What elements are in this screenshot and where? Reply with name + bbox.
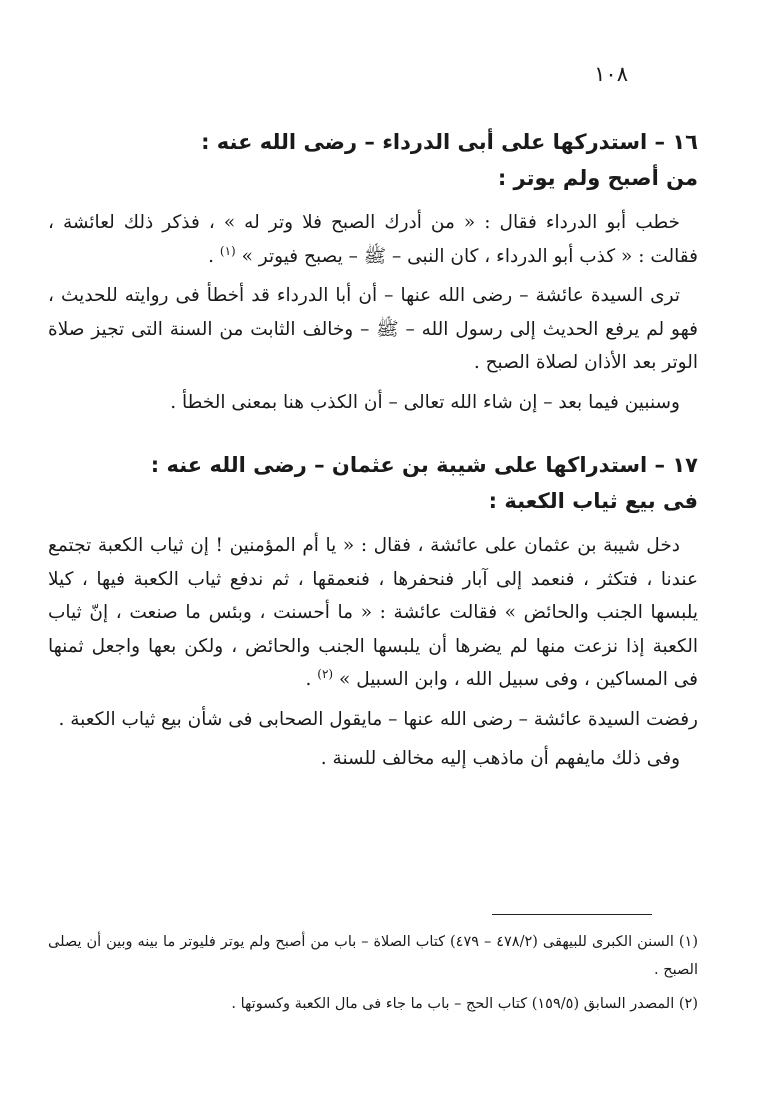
section-17-paragraph-1 [48,529,698,697]
section-17-subheading: فى بيع ثياب الكعبة : [488,489,698,513]
section-16-subheading: من أصبح ولم يوتر : [497,166,698,190]
footnote-2: (٢) المصدر السابق (١٥٩/٥) كتاب الحج – باب ما جاء فى مال الكعبة وكسوتها . [231,996,698,1012]
footnote-ref-1: (١) [219,243,236,258]
section-17-paragraph-2: رفضت السيدة عائشة – رضى الله عنها – مايقول الصحابى فى شأن بيع ثياب الكعبة . [58,708,698,730]
footnote-1: (١) السنن الكبرى للبيهقى (٤٧٨/٢ – ٤٧٩) كتاب الصلاة – باب من أصبح ولم يوتر فليوتر ما بينه وبين أن يصلى الصبح . [48,934,698,978]
paragraph-end: . [208,245,220,267]
footnotes [48,928,698,1024]
footnote-divider [492,914,652,915]
section-16-paragraph-2: ترى السيدة عائشة – رضى الله عنها – أن أبا الدرداء قد أخطأ فى روايته للحديث ، فهو لم يرفع الحديث إلى رسول الله – ﷺ – وخالف الثابت من السنة التى تجيز صلاة الوتر بعد الأذان لصلاة الصبح . [48,285,698,373]
footnote-ref-2: (٢) [317,666,334,681]
section-16-paragraph-3: وسنبين فيما بعد – إن شاء الله تعالى – أن الكذب هنا بمعنى الخطأ . [170,391,680,413]
section-spacer [48,425,698,447]
section-17-paragraph-3: وفى ذلك مايفهم أن ماذهب إليه مخالف للسنة . [320,748,680,769]
paragraph-end: . [305,669,318,690]
section-16-paragraph-1 [48,206,698,273]
section-16-heading: ١٦ – استدركها على أبى الدرداء – رضى الله عنه : [201,130,698,154]
page-number: ١٠٨ [594,62,628,86]
paragraph-text: دخل شيبة بن عثمان على عائشة ، فقال : « يا أم المؤمنين ! إن ثياب الكعبة تجتمع عندنا ، فتكثر ، فنعمد إلى آبار فنحفرها ، فنعمقها ، ثم ندفع ثياب الكعبة فيها ، كيلا يلبسها الجنب والحائض » فقالت عائشة : « ما أحسنت ، وبئس ما صنعت ، إنّ ثياب الكعبة إذا نزعت منها لم يضرها أن يلبسها الجنب والحائض ، ولكن بعها واجعل ثمنها فى المساكين ، وفى سبيل الله ، وابن السبيل » [48,535,698,690]
main-text [48,124,698,782]
section-17-heading: ١٧ – استدراكها على شيبة بن عثمان – رضى الله عنه : [150,453,698,477]
paragraph-text: خطب أبو الدرداء فقال : « من أدرك الصبح فلا وتر له » ، فذكر ذلك لعائشة ، فقالت : « كذب أبو الدرداء ، كان النبى – ﷺ – يصبح فيوتر » [48,212,698,267]
